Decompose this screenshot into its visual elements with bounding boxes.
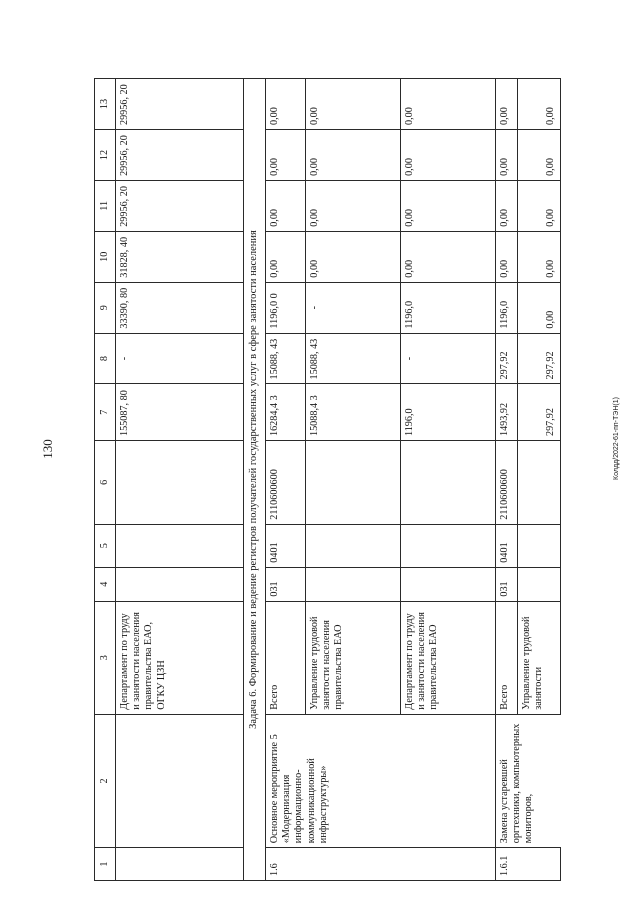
cell-value: 1196,0 0: [266, 282, 306, 333]
cell-executor: Всего: [496, 601, 518, 714]
cell-total: 1493,92: [496, 384, 518, 441]
cell-value: 0,00: [518, 282, 561, 333]
task-title: Задача 6. Формирование и ведение регистров получателей государственных услуг в сфере занятости населения: [244, 79, 266, 881]
activity-name: Замена устаревшей оргтехники, компьютерных мониторов,: [496, 714, 561, 847]
cell-total: 155087, 80: [116, 384, 244, 441]
cell-total: 15088,4 3: [306, 384, 401, 441]
cell-value: 0,00: [518, 79, 561, 130]
col-header: 13: [95, 79, 116, 130]
cell-value: 29956, 20: [116, 79, 244, 130]
cell-value: 0,00: [496, 231, 518, 282]
cell-executor: Всего: [266, 601, 306, 714]
column-header-row: [95, 79, 116, 881]
col-header: 7: [95, 384, 116, 441]
row-number: 1.6.1: [496, 848, 518, 881]
cell-value: 0,00: [401, 180, 496, 231]
cell-value: 0,00: [306, 130, 401, 181]
cell-code: 031: [496, 567, 518, 601]
cell-value: 31828, 40: [116, 231, 244, 282]
cell-value: 0,00: [266, 231, 306, 282]
col-header: 8: [95, 333, 116, 384]
page-number: 130: [39, 439, 55, 459]
task-row: [244, 79, 266, 881]
col-header: 11: [95, 180, 116, 231]
rotated-table-container: [94, 78, 556, 881]
cell-code: 2110600600: [266, 441, 306, 525]
cell-code: 031: [266, 567, 306, 601]
cell-value: 0,00: [496, 130, 518, 181]
activity-name: Основное мероприятие 5 «Модернизация информационно-коммуникационной инфраструктуры»: [266, 714, 496, 847]
col-header: 5: [95, 524, 116, 567]
col-header: 6: [95, 441, 116, 525]
cell-value: 15088, 43: [306, 333, 401, 384]
cell-value: -: [401, 333, 496, 384]
table-row: [116, 79, 244, 881]
col-header: 2: [95, 714, 116, 847]
cell-value: 297,92: [518, 333, 561, 384]
cell-value: 0,00: [306, 231, 401, 282]
cell-value: -: [306, 282, 401, 333]
cell-value: 0,00: [401, 231, 496, 282]
cell-value: 0,00: [266, 79, 306, 130]
document-code: Колдд/2022-61-пп-ТЭН(1): [612, 397, 620, 480]
cell-value: 1196,0: [496, 282, 518, 333]
cell-code: 0401: [266, 524, 306, 567]
cell-code: 2110600600: [496, 441, 518, 525]
budget-table: [94, 78, 561, 881]
col-header: 1: [95, 848, 116, 881]
cell-value: 29956, 20: [116, 180, 244, 231]
table-row: [496, 79, 518, 881]
cell-value: -: [116, 333, 244, 384]
cell-executor: Управление трудовой занятости: [518, 601, 561, 714]
cell-value: 0,00: [306, 180, 401, 231]
cell-value: 1196,0: [401, 282, 496, 333]
cell-value: 0,00: [401, 130, 496, 181]
cell-value: 29956, 20: [116, 130, 244, 181]
cell-value: 0,00: [496, 180, 518, 231]
cell-value: 33390, 80: [116, 282, 244, 333]
cell-value: 0,00: [518, 231, 561, 282]
col-header: 10: [95, 231, 116, 282]
cell-value: 15088, 43: [266, 333, 306, 384]
cell-total: 297,92: [518, 384, 561, 441]
cell-value: 0,00: [518, 130, 561, 181]
col-header: 12: [95, 130, 116, 181]
cell-total: 1196,0: [401, 384, 496, 441]
cell-value: 0,00: [518, 180, 561, 231]
cell-value: 0,00: [266, 130, 306, 181]
row-number: 1.6: [266, 848, 306, 881]
table-row: [266, 79, 306, 881]
cell-value: 0,00: [401, 79, 496, 130]
col-header: 4: [95, 567, 116, 601]
cell-executor: Департамент по труду и занятости населения правительства ЕАО, ОГКУ ЦЗН: [116, 601, 244, 714]
col-header: 9: [95, 282, 116, 333]
cell-total: 16284,4 3: [266, 384, 306, 441]
cell-value: 0,00: [306, 79, 401, 130]
cell-value: 297,92: [496, 333, 518, 384]
cell-value: 0,00: [266, 180, 306, 231]
cell-executor: Департамент по труду и занятости населения правительства ЕАО: [401, 601, 496, 714]
col-header: 3: [95, 601, 116, 714]
cell-executor: Управление трудовой занятости населения правительства ЕАО: [306, 601, 401, 714]
cell-code: 0401: [496, 524, 518, 567]
cell-value: 0,00: [496, 79, 518, 130]
